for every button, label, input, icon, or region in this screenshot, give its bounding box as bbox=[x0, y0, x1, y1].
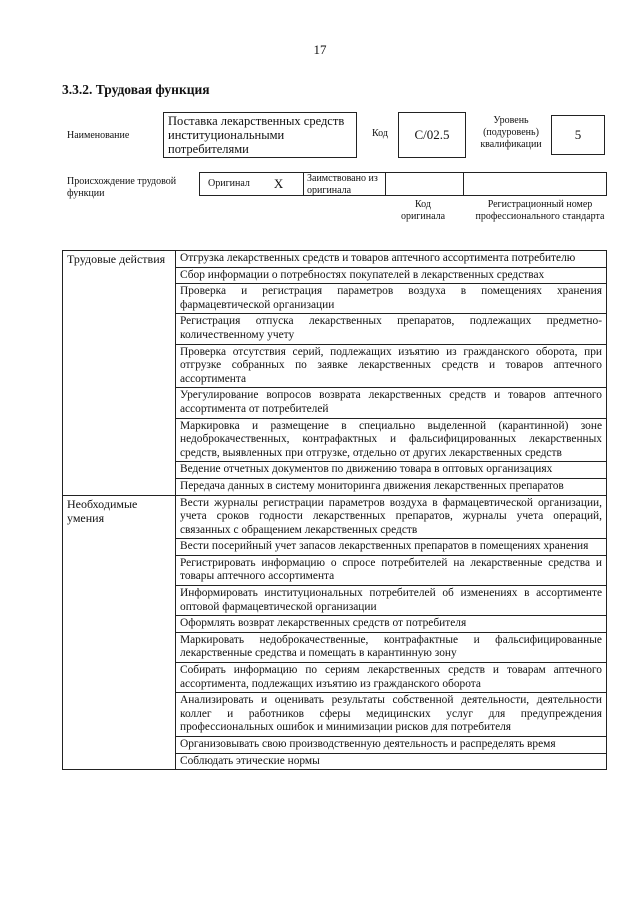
code-label: Код bbox=[372, 128, 388, 139]
origin-row bbox=[199, 172, 607, 196]
labor-action-item: Передача данных в систему мониторинга движения лекарственных препаратов bbox=[176, 478, 607, 495]
skill-item: Вести посерийный учет запасов лекарственных препаратов в помещениях хранения bbox=[176, 539, 607, 556]
page-number: 17 bbox=[313, 42, 327, 57]
skill-item: Регистрировать информацию о спросе потребителей на лекарственные средства и товары аптечного ассортимента bbox=[176, 555, 607, 585]
function-code-box: С/02.5 bbox=[398, 112, 466, 158]
labor-action-item: Регистрация отпуска лекарственных препаратов, подлежащих предметно-количественному учету bbox=[176, 314, 607, 344]
labor-action-category-label: Трудовые действия bbox=[63, 251, 176, 496]
skill-item: Оформлять возврат лекарственных средств от потребителя bbox=[176, 616, 607, 633]
original-label: Оригинал bbox=[208, 178, 250, 189]
labor-action-item: Ведение отчетных документов по движению товара в оптовых организациях bbox=[176, 462, 607, 479]
level-value-box: 5 bbox=[551, 115, 605, 155]
registration-number-cell bbox=[463, 172, 607, 196]
labor-action-item: Проверка и регистрация параметров воздуха в помещениях хранения фармацевтической организации bbox=[176, 284, 607, 314]
table-row bbox=[63, 495, 607, 539]
function-table bbox=[62, 250, 607, 770]
labor-action-item: Отгрузка лекарственных средств и товаров аптечного ассортимента потребителю bbox=[176, 251, 607, 268]
skill-item: Маркировать недоброкачественные, контрафактные и фальсифицированные лекарственные средства и помещать в карантинную зону bbox=[176, 632, 607, 662]
skill-item: Соблюдать этические нормы bbox=[176, 753, 607, 770]
skill-item: Вести журналы регистрации параметров воздуха в фармацевтической организации, учета сроков годности лекарственных препаратов, журналы учета операций, связанных с обращением лекарственных средств bbox=[176, 495, 607, 539]
labor-action-item: Сбор информации о потребностях покупателей в лекарственных средствах bbox=[176, 267, 607, 284]
skill-item: Анализировать и оценивать результаты собственной деятельности, деятельности коллег и работников сферы медицинских услуг для предупреждения профессиональных ошибок и минимизации рисков для потребителя bbox=[176, 693, 607, 737]
labor-action-item: Проверка отсутствия серий, подлежащих изъятию из гражданского оборота, при отгрузке собранных по заявке лекарственных средств и товаров аптечного ассортимента bbox=[176, 344, 607, 388]
origin-label: Происхождение трудовой функции bbox=[67, 176, 177, 199]
skill-category-label: Необходимые умения bbox=[63, 495, 176, 770]
borrowed-cell: Заимствовано из оригинала bbox=[303, 172, 385, 196]
table-row bbox=[63, 251, 607, 268]
original-mark: X bbox=[273, 176, 284, 191]
labor-action-item: Маркировка и размещение в специально выделенной (карантинной) зоне недоброкачественных, контрафактных и фальсифицированных лекарственных средств, выявленных при отгрузке, отдельно от других лекарственных средств bbox=[176, 418, 607, 462]
skill-item: Организовывать свою производственную деятельность и распределять время bbox=[176, 737, 607, 754]
level-label: Уровень (подуровень) квалификации bbox=[480, 115, 542, 150]
original-code-caption: Код оригинала bbox=[400, 199, 446, 222]
registration-number-caption: Регистрационный номер профессионального стандарта bbox=[475, 199, 605, 222]
labor-action-item: Урегулирование вопросов возврата лекарственных средств и товаров аптечного ассортимента от потребителей bbox=[176, 388, 607, 418]
original-code-cell bbox=[385, 172, 463, 196]
function-name-box: Поставка лекарственных средств институциональными потребителями bbox=[163, 112, 357, 158]
skill-item: Информировать институциональных потребителей об изменениях в ассортименте оптовой фармацевтической организации bbox=[176, 586, 607, 616]
skill-item: Собирать информацию по сериям лекарственных средств и товарам аптечного ассортимента, подлежащих изъятию из гражданского оборота bbox=[176, 663, 607, 693]
name-label: Наименование bbox=[67, 130, 130, 141]
original-cell bbox=[199, 172, 303, 196]
section-title: 3.3.2. Трудовая функция bbox=[62, 82, 210, 97]
